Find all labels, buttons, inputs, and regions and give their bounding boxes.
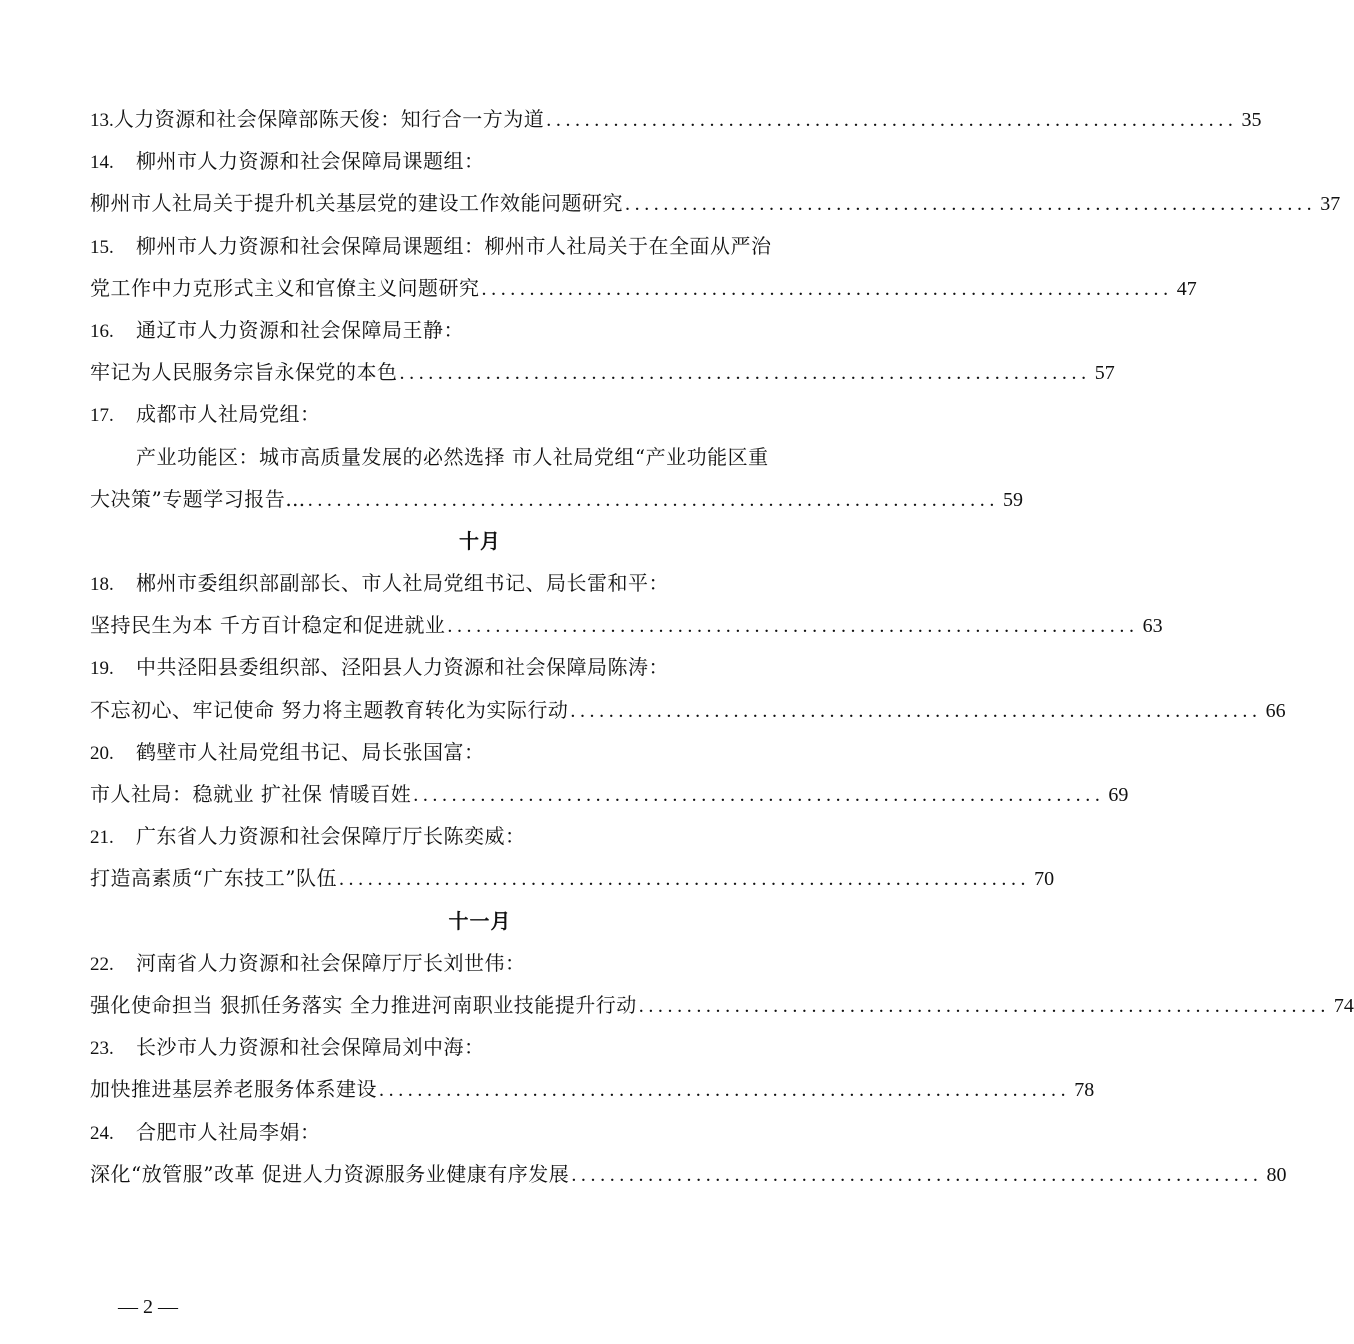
dot-leader: ........................................................................	[447, 615, 1139, 638]
toc-entry-15-title[interactable]	[90, 267, 1197, 309]
toc-entry-16[interactable]	[90, 309, 860, 351]
toc-entry-17-title-end[interactable]	[90, 478, 1023, 520]
entry-number: 14.	[90, 152, 114, 174]
toc-entry-17[interactable]	[90, 393, 860, 435]
entry-title: 人力资源和社会保障部陈天俊：知行合一方为道	[113, 107, 545, 131]
entry-page-number: 63	[1142, 615, 1163, 638]
toc-entry-14-title[interactable]	[90, 182, 1341, 224]
entry-page-number: 66	[1265, 699, 1286, 722]
entry-title-continued: 党工作中力克形式主义和官僚主义问题研究	[90, 275, 480, 300]
toc-entry-13[interactable]	[90, 98, 1262, 140]
entry-number: 16.	[90, 320, 114, 342]
entry-number: 18.	[90, 574, 114, 596]
entry-title: 市人社局：稳就业 扩社保 情暖百姓	[90, 782, 412, 806]
entry-page-number: 74	[1333, 994, 1354, 1017]
entry-author: 合肥市人社局李娟：	[136, 1119, 321, 1144]
dot-leader: ........................................................................	[338, 868, 1031, 891]
entry-page-number: 70	[1034, 868, 1055, 891]
toc-entry-20[interactable]	[90, 731, 860, 773]
toc-entry-22[interactable]	[90, 942, 860, 984]
toc-entry-17-title[interactable]	[90, 436, 860, 478]
entry-author: 广东省人力资源和社会保障厅厅长陈奕威：	[136, 824, 526, 849]
entry-title: 柳州市人社局关于提升机关基层党的建设工作效能问题研究	[90, 191, 623, 216]
toc-entry-23-title[interactable]	[90, 1068, 1095, 1110]
toc-entry-24[interactable]	[90, 1111, 860, 1153]
entry-title-continued: 大决策”专题学习报告…	[90, 486, 306, 511]
entry-author: 通辽市人力资源和社会保障局王静：	[136, 317, 464, 342]
toc-entry-16-title[interactable]	[90, 351, 1115, 393]
entry-title: 深化“放管服”改革 促进人力资源服务业健康有序发展	[90, 1161, 570, 1186]
toc-entry-18-title[interactable]	[90, 604, 1163, 646]
entry-page-number: 57	[1094, 362, 1115, 385]
dot-leader: ........................................................................	[413, 784, 1105, 806]
toc-entry-20-title[interactable]	[90, 773, 1129, 815]
entry-number: 21.	[90, 827, 114, 849]
entry-title: 牢记为人民服务宗旨永保党的本色	[90, 360, 398, 385]
entry-title: 产业功能区：城市高质量发展的必然选择 市人社局党组“产业功能区重	[136, 444, 769, 469]
dot-leader: ........................................................................	[570, 699, 1262, 722]
dot-leader: ........................................................................	[399, 362, 1091, 385]
dot-leader: ........................................................................	[546, 109, 1238, 131]
toc-entry-24-title[interactable]	[90, 1153, 1287, 1195]
toc-entry-18[interactable]	[90, 562, 860, 604]
entry-author: 柳州市人力资源和社会保障局课题组：	[136, 149, 485, 174]
dot-leader: ........................................................................	[481, 277, 1173, 300]
entry-author: 河南省人力资源和社会保障厅厅长刘世伟：	[136, 950, 526, 975]
toc-entry-21[interactable]	[90, 815, 860, 857]
entry-number: 19.	[90, 658, 114, 680]
entry-author: 郴州市委组织部副部长、市人社局党组书记、局长雷和平：	[136, 571, 669, 596]
entry-title: 强化使命担当 狠抓任务落实 全力推进河南职业技能提升行动	[90, 992, 637, 1017]
entry-author: 长沙市人力资源和社会保障局刘中海：	[136, 1035, 485, 1060]
toc-entry-14[interactable]	[90, 140, 860, 182]
entry-number: 20.	[90, 742, 114, 764]
entry-page-number: 47	[1176, 277, 1197, 300]
entry-page-number: 59	[1002, 488, 1023, 511]
entry-title: 柳州市人力资源和社会保障局课题组：柳州市人社局关于在全面从严治	[136, 233, 772, 258]
entry-number: 13.	[90, 110, 114, 131]
entry-title: 打造高素质“广东技工”队伍	[90, 866, 337, 891]
entry-number: 22.	[90, 953, 114, 975]
entry-page-number: 78	[1074, 1079, 1095, 1102]
dot-leader: ........................................................................	[571, 1163, 1263, 1186]
dot-leader: ........................................................................	[307, 488, 999, 511]
toc-entry-19-title[interactable]	[90, 689, 1286, 731]
dot-leader: ........................................................................	[638, 994, 1330, 1017]
entry-number: 15.	[90, 236, 114, 258]
toc-entry-22-title[interactable]	[90, 984, 1354, 1026]
entry-author: 鹤壁市人社局党组书记、局长张国富：	[136, 739, 485, 764]
entry-title: 加快推进基层养老服务体系建设	[90, 1077, 377, 1102]
entry-page-number: 69	[1108, 784, 1129, 806]
toc-entry-21-title[interactable]	[90, 857, 1055, 899]
entry-page-number: 37	[1320, 193, 1341, 216]
entry-page-number: 35	[1241, 109, 1262, 131]
entry-author: 中共泾阳县委组织部、泾阳县人力资源和社会保障局陈涛：	[136, 655, 669, 680]
month-heading-november: 十一月	[448, 908, 512, 933]
entry-number: 17.	[90, 405, 114, 427]
toc-entry-23[interactable]	[90, 1026, 860, 1068]
entry-author: 成都市人社局党组：	[136, 402, 321, 427]
entry-title: 坚持民生为本 千方百计稳定和促进就业	[90, 613, 446, 638]
dot-leader: ........................................................................	[625, 193, 1317, 216]
entry-number: 23.	[90, 1038, 114, 1060]
month-heading-october: 十月	[459, 528, 501, 553]
entry-number: 24.	[90, 1122, 114, 1144]
table-of-contents	[90, 98, 1354, 1195]
toc-entry-15[interactable]	[90, 225, 860, 267]
entry-page-number: 80	[1266, 1163, 1287, 1186]
toc-entry-19[interactable]	[90, 646, 860, 688]
page-footer-number: — 2 —	[118, 1296, 178, 1318]
dot-leader: ........................................................................	[379, 1079, 1071, 1102]
entry-title: 不忘初心、牢记使命 努力将主题教育转化为实际行动	[90, 697, 569, 722]
